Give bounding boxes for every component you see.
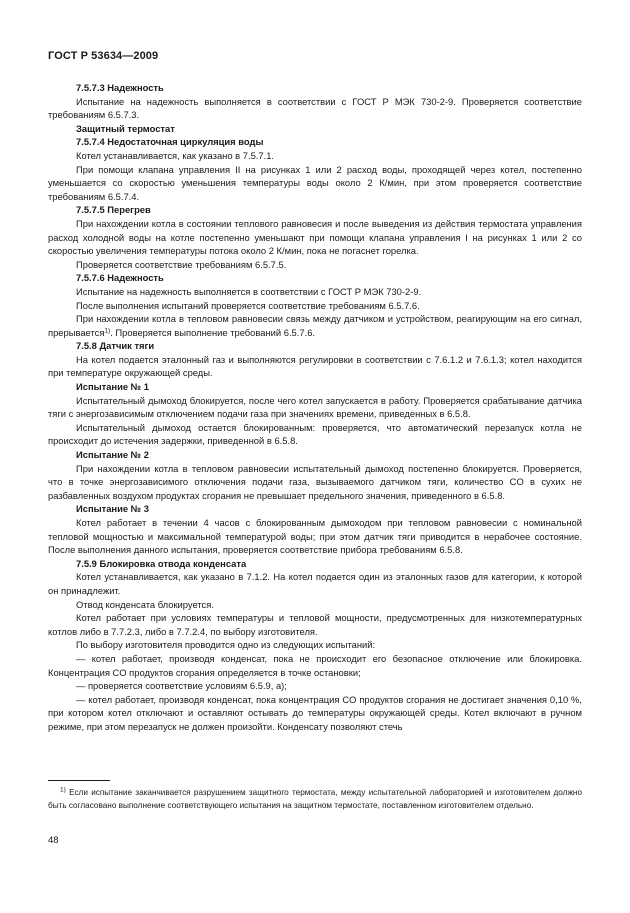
footnote-reference: 1) xyxy=(104,327,111,335)
body-paragraph xyxy=(48,598,582,612)
paragraph-text: Отвод конденсата блокируется. xyxy=(76,598,214,610)
body-paragraph xyxy=(48,638,582,652)
paragraph-text: 7.5.7.3 Надежность xyxy=(76,82,164,93)
paragraph-text: При нахождении котла в тепловом равновесии связь между датчиком и устройством, реагирующим на его сигнал, прерывается xyxy=(48,313,582,338)
body-paragraph xyxy=(48,394,582,421)
paragraph-text: 7.5.7.5 Перегрев xyxy=(76,204,151,216)
paragraph-text: Котел работает в течении 4 часов с блокированным дымоходом при тепловом равновесии с номинальной тепловой мощностью и максимальной температурой воды; при этом датчик тяги приводится в нерабочее состояние. После выполнения данного испытания, проверяется соответствие прибора требованиям 6.5.8. xyxy=(48,517,582,556)
body-paragraph xyxy=(48,258,582,272)
body-paragraph xyxy=(48,516,582,557)
paragraph-text: При помощи клапана управления II на рисунках 1 или 2 расход воды, проходящей через котел, постепенно уменьшается со скоростью уменьшения температуры воды около 2 К/мин, при этом проверяется соответствие требованиям 6.5.7.4. xyxy=(48,163,582,202)
paragraph-text: Котел устанавливается, как указано в 7.5.7.1. xyxy=(76,149,275,161)
paragraph-text: 7.5.8 Датчик тяги xyxy=(76,340,155,352)
body-paragraph xyxy=(48,353,582,380)
document-body xyxy=(48,81,582,734)
paragraph-text: 7.5.9 Блокировка отвода конденсата xyxy=(76,557,247,569)
paragraph-text: При нахождении котла в тепловом равновесии испытательный дымоход постепенно блокируется. Проверяется, что в точке энергозависимого отключения подачи газа, вызываемого датчиком тяги, количество CO в сухих не разбавленных воздухом продуктах сгорания не превышает предельного значения, приведенного в 6.5.8. xyxy=(48,462,582,501)
body-paragraph xyxy=(48,217,582,258)
footnote-marker: 1) xyxy=(60,786,66,794)
section-heading xyxy=(48,122,582,136)
body-paragraph xyxy=(48,570,582,597)
paragraph-text: Испытательный дымоход остается блокированным: проверяется, что автоматический перезапуск котла не происходит до истечения задержки, приведенной в 6.5.8. xyxy=(48,421,582,447)
page-number: 48 xyxy=(48,835,59,846)
body-paragraph xyxy=(48,652,582,679)
paragraph-text: Испытание на надежность выполняется в соответствии с ГОСТ Р МЭК 730-2-9. Проверяется соответствие требованиям 6.5.7.3. xyxy=(48,95,582,121)
section-heading xyxy=(48,135,582,149)
body-paragraph xyxy=(48,462,582,503)
paragraph-text: Защитный термостат xyxy=(76,122,175,134)
paragraph-text: Испытание № 2 xyxy=(76,449,149,461)
footnote xyxy=(48,787,582,812)
section-heading xyxy=(48,380,582,394)
paragraph-text: Котел устанавливается, как указано в 7.1.2. На котел подается один из эталонных газов для категории, к которой он принадлежит. xyxy=(48,571,582,596)
section-heading xyxy=(48,502,582,516)
paragraph-text: — котел работает, производя конденсат, пока не происходит его безопасное отключение или блокировка. Концентрация CO продуктов сгорания определяется в точке остановки; xyxy=(48,652,582,678)
body-paragraph xyxy=(48,163,582,204)
paragraph-text: Испытание № 3 xyxy=(76,503,149,515)
paragraph-text: При нахождении котла в состоянии теплового равновесия и после выведения из действия термостата управления расход холодной воды на котле постепенно уменьшают при помощи клапана управления I на рисунках 1 или 2 со скоростью увеличения температуры потока около 2 К/мин, пока не погаснет горелка. xyxy=(48,217,582,257)
body-paragraph xyxy=(48,693,582,734)
paragraph-text: На котел подается эталонный газ и выполняются регулировки в соответствии с 7.6.1.2 и 7.6.1.3; котел находится при температуре окружающей среды. xyxy=(48,353,582,379)
paragraph-text: 7.5.7.6 Надежность xyxy=(76,272,164,284)
body-paragraph xyxy=(48,149,582,163)
section-heading xyxy=(48,339,582,353)
body-paragraph xyxy=(48,95,582,122)
section-heading xyxy=(48,203,582,217)
paragraph-text: — котел работает, производя конденсат, пока концентрация CO продуктов сгорания не достигает значения 0,10 %, при котором котел отключают и оставляют остывать до температуры окружающей среды. Котел включают в ручном режиме, при этом перезапуск не должен произойти. Конденсату позволяют стечь xyxy=(48,693,582,732)
paragraph-text: Испытание № 1 xyxy=(76,381,149,393)
body-paragraph xyxy=(48,421,582,448)
footnote-divider xyxy=(48,780,110,781)
paragraph-text: По выбору изготовителя проводится одно из следующих испытаний: xyxy=(76,639,376,651)
footnote-text: Если испытание заканчивается разрушением защитного термостата, между испытательной лабораторией и изготовителем должно быть согласовано выполнение соответствующего испытания на защитном термостате, поставленном изготовителем отдельно. xyxy=(48,788,582,810)
paragraph-text-tail: . Проверяется выполнение требований 6.5.7.6. xyxy=(110,326,316,338)
section-heading xyxy=(48,81,582,95)
paragraph-text: — проверяется соответствие условиям 6.5.9, а); xyxy=(76,680,287,692)
paragraph-text: Проверяется соответствие требованиям 6.5.7.5. xyxy=(76,258,287,270)
body-paragraph xyxy=(48,312,582,339)
section-heading xyxy=(48,448,582,462)
document-header: ГОСТ Р 53634—2009 xyxy=(48,50,159,62)
paragraph-text: Испытание на надежность выполняется в соответствии с ГОСТ Р МЭК 730-2-9. xyxy=(76,285,422,297)
body-paragraph xyxy=(48,299,582,313)
body-paragraph xyxy=(48,679,582,693)
body-paragraph xyxy=(48,285,582,299)
body-paragraph xyxy=(48,611,582,638)
section-heading xyxy=(48,271,582,285)
paragraph-text: Испытательный дымоход блокируется, после чего котел запускается в работу. Проверяется срабатывание датчика тяги с энергозависимым отключением подачи газа при значениях времени, приведенных в 6.5.8. xyxy=(48,394,582,420)
paragraph-text: 7.5.7.4 Недостаточная циркуляция воды xyxy=(76,136,264,148)
paragraph-text: Котел работает при условиях температуры и тепловой мощности, предусмотренных для низкотемпературных котлов либо в 7.7.2.3, либо в 7.7.2.4, по выбору изготовителя. xyxy=(48,612,582,637)
paragraph-text: После выполнения испытаний проверяется соответствие требованиям 6.5.7.6. xyxy=(76,299,420,311)
section-heading xyxy=(48,557,582,571)
